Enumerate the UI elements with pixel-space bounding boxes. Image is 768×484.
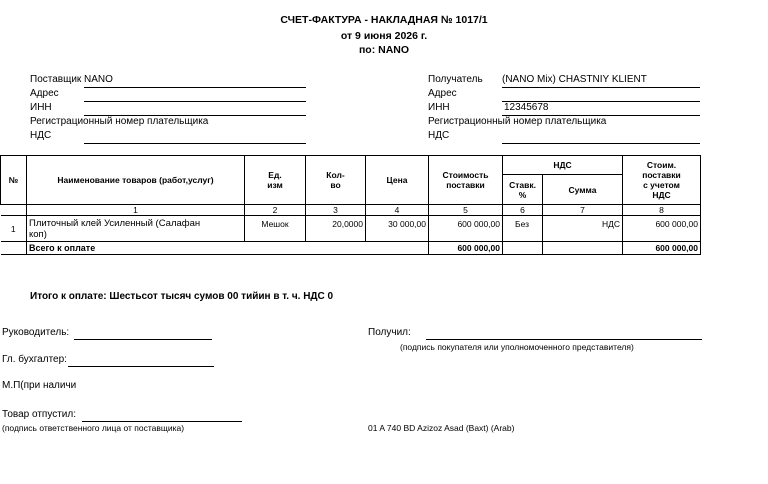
- row-vat-rate: Без: [503, 216, 543, 242]
- received-label: Получил:: [368, 327, 411, 338]
- header-total-line4: НДС: [652, 190, 671, 200]
- total-row: [1, 242, 701, 255]
- invoice-table: [0, 155, 701, 255]
- supplier-reg-label: Регистрационный номер плательщика: [30, 116, 209, 127]
- column-number: 6: [503, 205, 543, 216]
- document-title: СЧЕТ-ФАКТУРА - НАКЛАДНАЯ № 1017/1: [280, 14, 488, 26]
- director-label: Руководитель:: [2, 327, 70, 338]
- total-vat-rate: [503, 242, 543, 255]
- recipient-name: (NANO Mix) CHASTNIY KLIENT: [502, 74, 647, 85]
- released-note: (подпись ответственного лица от поставщика): [2, 423, 185, 433]
- header-total: [623, 156, 701, 205]
- supplier-address-label: Адрес: [30, 88, 59, 99]
- header-qty: [306, 156, 366, 205]
- supplier-vat-label: НДС: [30, 130, 52, 141]
- row-no: 1: [1, 216, 27, 242]
- recipient-label: Получатель: [428, 74, 483, 85]
- column-number: 7: [543, 205, 623, 216]
- accountant-signature-line: [68, 366, 214, 367]
- received-signature-line: [426, 339, 702, 340]
- header-total-line3: с учетом: [643, 180, 680, 190]
- column-number: 5: [429, 205, 503, 216]
- recipient-inn-value: 12345678: [504, 102, 549, 113]
- column-number: 8: [623, 205, 701, 216]
- recipient-vat-line: [502, 143, 700, 144]
- row-price: 30 000,00: [366, 216, 429, 242]
- supplier-name-line: [84, 87, 306, 88]
- recipient-inn-label: ИНН: [428, 102, 450, 113]
- header-cost-line2: поставки: [446, 180, 485, 190]
- column-number: 2: [245, 205, 306, 216]
- recipient-vat-label: НДС: [428, 130, 450, 141]
- header-total-line2: поставки: [642, 170, 681, 180]
- row-name-line1: Плиточный клей Усиленный (Салафан: [29, 217, 201, 229]
- recipient-reg-label: Регистрационный номер плательщика: [428, 116, 607, 127]
- header-unit: [245, 156, 306, 205]
- total-label: Всего к оплате: [27, 242, 429, 255]
- supplier-address-line: [84, 101, 306, 102]
- column-number: 4: [366, 205, 429, 216]
- header-total-line1: Стоим.: [646, 160, 677, 170]
- received-note: (подпись покупателя или уполномоченного представителя): [400, 342, 634, 352]
- released-signature-line: [82, 421, 242, 422]
- header-unit-line1: Ед.: [268, 170, 282, 180]
- table-row: [1, 216, 701, 242]
- column-number: 1: [27, 205, 245, 216]
- row-name: [27, 216, 245, 242]
- header-name: Наименование товаров (работ,услуг): [27, 156, 245, 205]
- total-vat-sum: [543, 242, 623, 255]
- supplier-vat-line: [84, 143, 306, 144]
- row-vat-sum: НДС: [543, 216, 623, 242]
- document-date: от 9 июня 2026 г.: [340, 30, 428, 42]
- column-number-spacer: [1, 205, 27, 216]
- header-cost-line1: Стоимость: [442, 170, 489, 180]
- header-unit-line2: изм: [267, 180, 283, 190]
- row-qty: 20,0000: [306, 216, 366, 242]
- header-no: №: [1, 156, 27, 205]
- header-qty-line1: Кол-: [326, 170, 345, 180]
- accountant-label: Гл. бухгалтер:: [2, 354, 67, 365]
- row-name-line2: коп): [29, 228, 47, 240]
- total-row-spacer: [1, 242, 27, 255]
- row-cost: 600 000,00: [429, 216, 503, 242]
- header-qty-line2: во: [330, 180, 341, 190]
- supplier-label: Поставщик: [30, 74, 82, 85]
- released-label: Товар отпустил:: [2, 409, 76, 420]
- director-signature-line: [74, 339, 212, 340]
- header-vat-sum: Сумма: [543, 175, 623, 205]
- row-unit: Мешок: [245, 216, 306, 242]
- recipient-name-line: [502, 87, 700, 88]
- stamp-label: М.П(при наличи: [2, 380, 77, 391]
- document-basis: по: NANO: [358, 44, 410, 56]
- amount-in-words: Итого к оплате: Шестьсот тысяч сумов 00 тийин в т. ч. НДС 0: [30, 291, 334, 302]
- supplier-inn-label: ИНН: [30, 102, 52, 113]
- supplier-name: NANO: [84, 74, 113, 85]
- total-sum: 600 000,00: [623, 242, 701, 255]
- recipient-address-label: Адрес: [428, 88, 457, 99]
- total-cost: 600 000,00: [429, 242, 503, 255]
- header-vat: НДС: [503, 156, 623, 175]
- header-vat-rate: Ставк. %: [503, 175, 543, 205]
- row-total: 600 000,00: [623, 216, 701, 242]
- column-number: 3: [306, 205, 366, 216]
- receiver-info: 01 A 740 BD Azizoz Asad (Baxt) (Arab): [368, 423, 515, 433]
- header-price: Цена: [366, 156, 429, 205]
- header-cost: [429, 156, 503, 205]
